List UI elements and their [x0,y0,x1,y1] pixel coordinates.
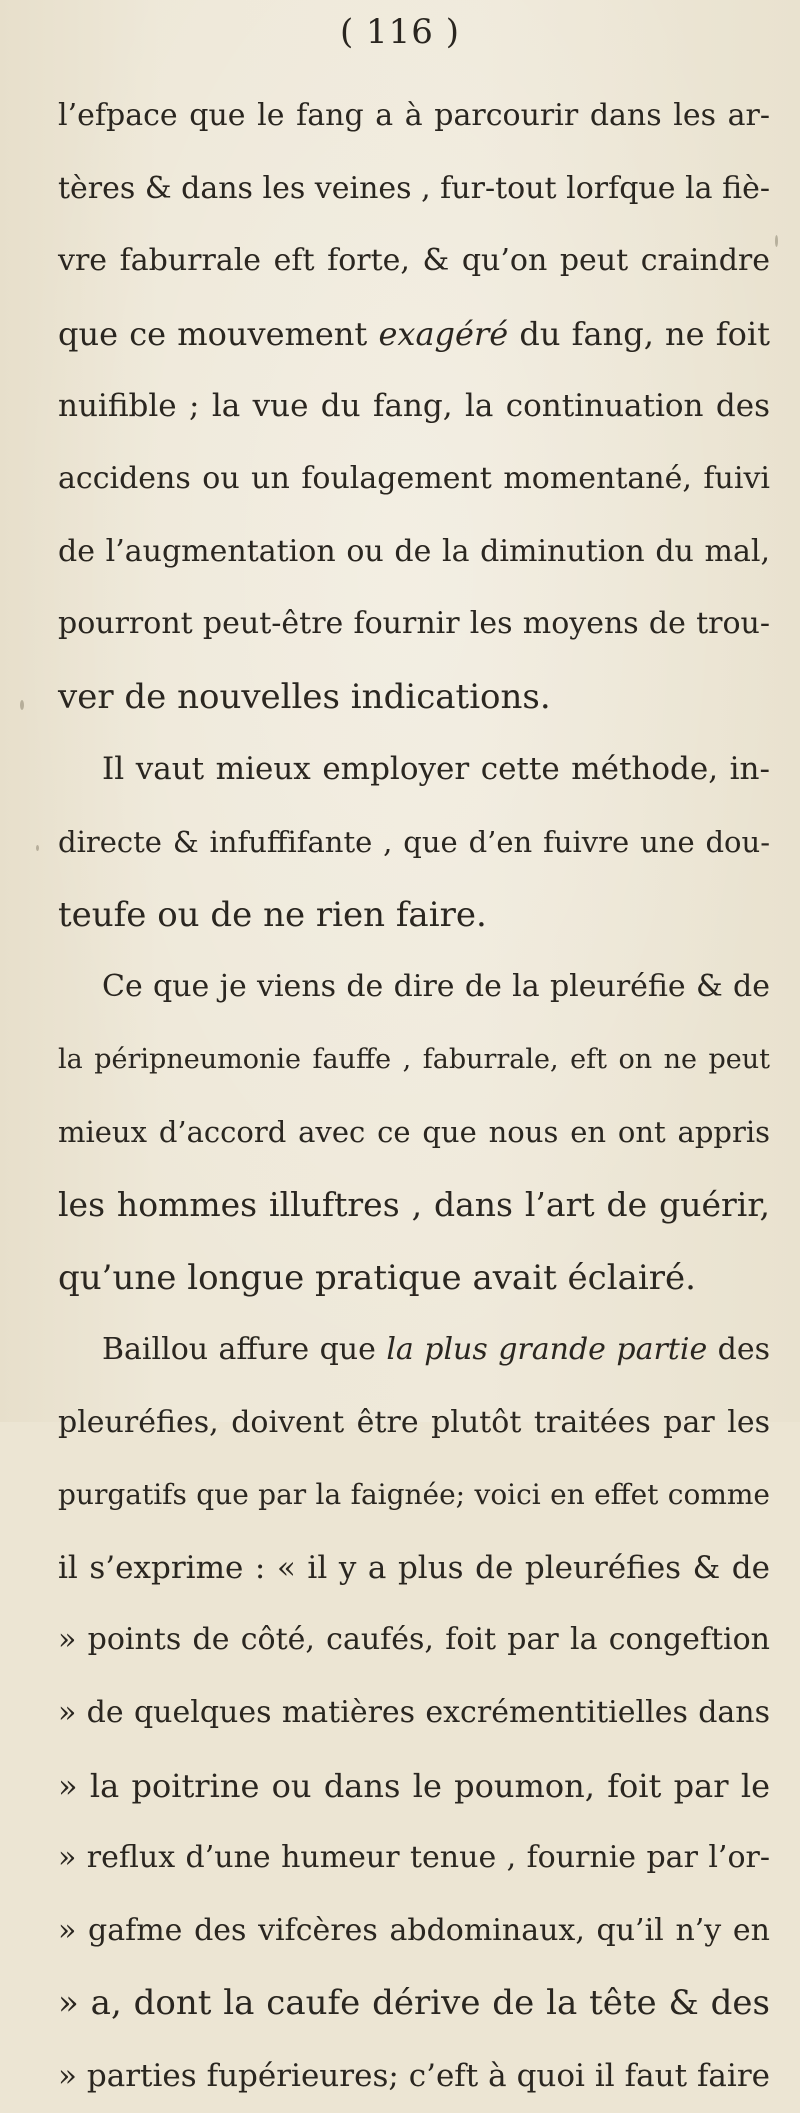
page-number: ( 116 ) [339,12,461,52]
text-line: Il vaut mieux employer cette méthode, in- [102,751,770,788]
text-line: les hommes illuftres , dans l’art de guérir, [58,1184,770,1224]
text-line: » parties fupérieures; c’eft à quoi il faut faire [58,2058,770,2095]
text-line: vre faburrale eft forte, & qu’on peut craindre [58,243,770,279]
text-line: l’efpace que le fang a à parcourir dans les ar- [58,98,770,133]
text-line: Baillou affure que la plus grande partie des [102,1332,770,1368]
text-line: qu’une longue pratique avait éclairé. [58,1257,696,1298]
text-line: pourront peut-être fournir les moyens de trou- [58,606,770,642]
paper-speck [36,845,39,851]
text-line: » a, dont la caufe dérive de la tête & des [58,1983,770,2024]
text-line: que ce mouvement exagéré du fang, ne foit [58,314,771,353]
text-line: » points de côté, caufés, foit par la congeftion [58,1622,770,1658]
text-line: pleuréfies, doivent être plutôt traitées par les [58,1404,770,1440]
emphasized-phrase: la plus grande partie [386,1332,708,1368]
paper-speck [775,235,778,247]
text-line: ver de nouvelles indications. [58,676,551,717]
text-line: purgatifs que par la faignée; voici en effet comme [58,1478,770,1512]
text-line: teufe ou de ne rien faire. [58,894,487,935]
text-line: » gafme des vifcères abdominaux, qu’il n’y en [58,1912,770,1948]
emphasized-word: exagéré [378,314,509,353]
text-line: » la poitrine ou dans le poumon, foit par le [58,1766,770,1805]
text-line: Ce que je viens de dire de la pleuréfie & de [102,969,770,1005]
text-line: » de quelques matières excrémentitielles dans [58,1695,770,1731]
body-text [58,80,770,2113]
text-line: accidens ou un foulagement momentané, fuivi [58,460,770,496]
text-line: directe & infuffifante , que d’en fuivre une dou- [58,824,770,859]
text-line: tères & dans les veines , fur-tout lorfque la fiè- [58,170,770,206]
text-line: la péripneumonie fauffe , faburrale, eft on ne peut [58,1043,770,1075]
text-line: il s’exprime : « il y a plus de pleuréfies & de [58,1549,770,1586]
text-line: » reflux d’une humeur tenue , fournie par l’or- [58,1840,770,1876]
text-line: de l’augmentation ou de la diminution du mal, [58,533,770,569]
text-line: mieux d’accord avec ce que nous en ont appris [58,1115,770,1150]
text-line: nuifible ; la vue du fang, la continuation des [58,388,770,425]
paper-speck [20,700,24,710]
